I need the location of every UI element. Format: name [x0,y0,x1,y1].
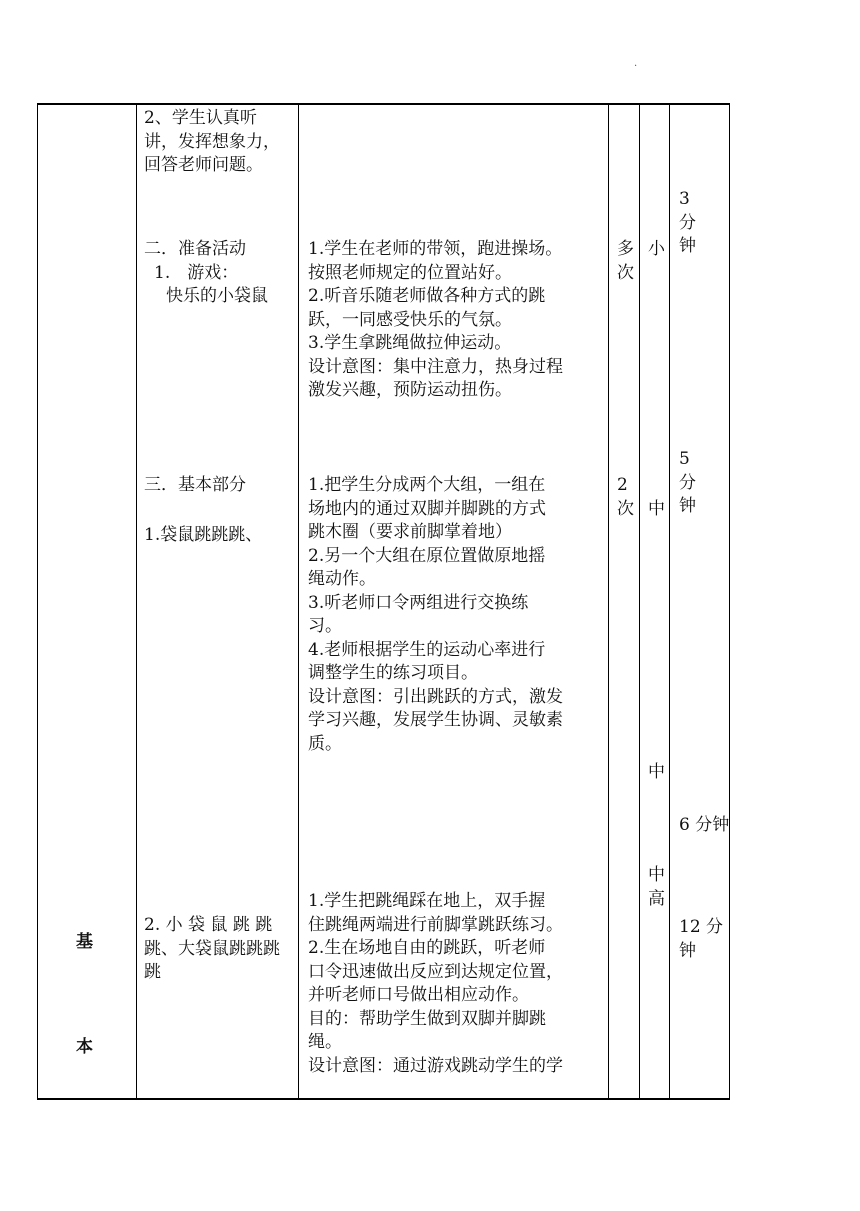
time-basic1-extra: 6 分钟 [679,815,730,835]
warmup-description: 1.学生在老师的带领，跑进操场。 按照老师规定的位置站好。 2.听音乐随老师做各种方式的跳 跃，一同感受快乐的气氛。 3.学生拿跳绳做拉伸运动。 设计意图：集中注意力，热身过程 激发兴趣，预防运动扭伤。 [308,239,563,400]
intensity-basic1-later: 中 [648,762,665,782]
basic-part-title: 三．基本部分 [144,475,246,495]
basic-item-1: 1.袋鼠跳跳跳、 [144,525,263,545]
intensity-warmup: 小 [648,239,665,259]
column-divider [298,105,299,1098]
basic-item-2: 2. 小 袋 鼠 跳 跳 跳、大袋鼠跳跳跳 跳 [144,915,280,982]
lesson-plan-table [37,103,730,1100]
basic2-description: 1.学生把跳绳踩在地上，双手握 住跳绳两端进行前脚掌跳跃练习。 2.生在场地自由的跳跃，听老师 口令迅速做出反应到达规定位置， 并听老师口号做出相应动作。 目的：帮助学生做到双脚并脚跳 绳。 设计意图：通过游戏跳动学生的学 [308,891,563,1076]
column-divider [608,105,609,1098]
page-mark: . [634,58,638,69]
intensity-basic1: 中 [648,499,665,519]
basic1-description: 1.把学生分成两个大组，一组在 场地内的通过双脚并脚跳的方式 跳木圈（要求前脚掌着地） 2.另一个大组在原位置做原地摇 绳动作。 3.听老师口令两组进行交换练 习。 4.老师根据学生的运动心率进行 调整学生的练习项目。 设计意图：引出跳跃的方式，激发 学习兴趣，发展学生协调、灵敏素 质。 [308,475,563,754]
student-activity-text: 2、学生认真听 讲，发挥想象力， 回答老师问题。 [144,108,280,175]
times-basic1: 2 次 [617,475,634,519]
side-label-2: 本 [76,1037,93,1057]
warmup-title: 二．准备活动 1. 游戏： 快乐的小袋鼠 [144,239,268,306]
column-divider [136,105,137,1098]
time-basic2: 12 分 钟 [679,917,724,961]
time-warmup: 3 分 钟 [679,189,696,256]
times-warmup: 多 次 [617,239,634,283]
intensity-basic2: 中 高 [648,865,665,909]
time-basic1: 5 分 钟 [679,449,696,516]
side-label-1: 基 [76,932,93,952]
